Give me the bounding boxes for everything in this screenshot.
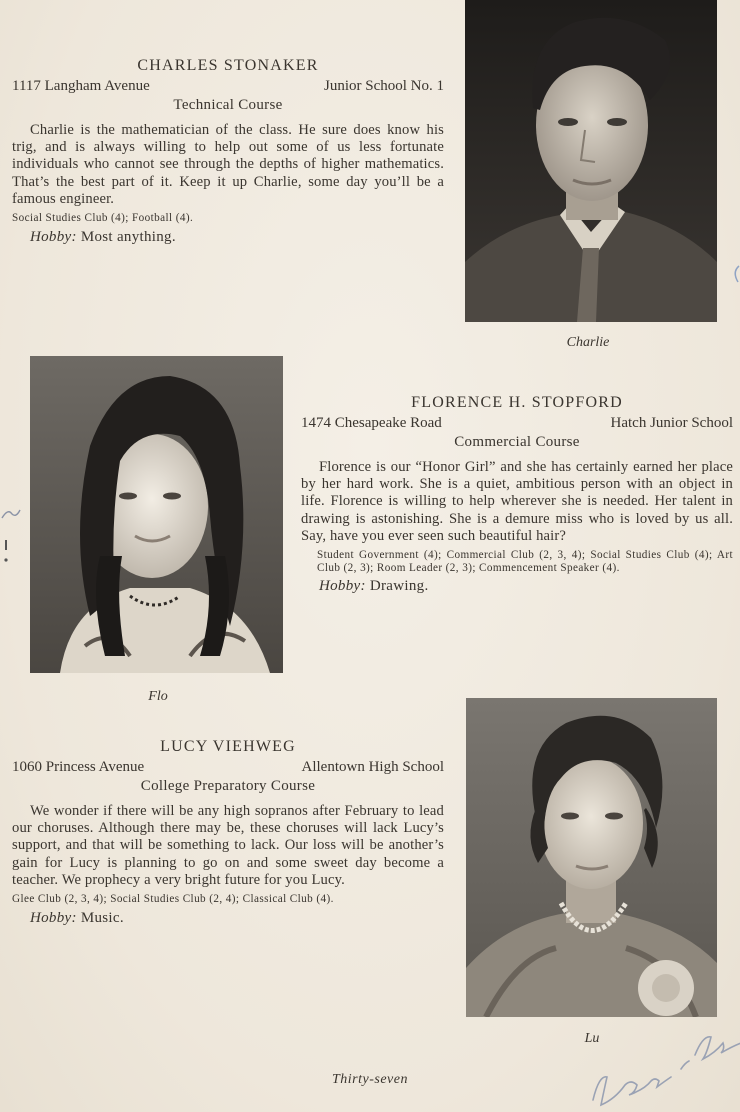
- entry-lucy-viehweg: [12, 738, 444, 927]
- course-name: College Preparatory Course: [140, 778, 316, 794]
- previous-school: Junior School No. 1: [324, 78, 444, 94]
- course-name: Technical Course: [173, 97, 283, 113]
- home-address: 1474 Chesapeake Road: [301, 415, 442, 431]
- activities-list: Student Government (4); Commercial Club (2, 3, 4); Social Studies Club (4); Art Club (2, 3); Room Leader (2, 3); Commencement Speaker (4).: [317, 549, 733, 574]
- entry-florence-stopford: [301, 394, 733, 595]
- activities-list: Glee Club (2, 3, 4); Social Studies Club (2, 4); Classical Club (4).: [12, 893, 334, 906]
- portrait-photo-flo: [30, 356, 283, 673]
- hobby-value: Music.: [80, 909, 124, 926]
- address-line: [12, 78, 444, 95]
- nickname-caption: Lu: [584, 1031, 600, 1046]
- address-line: [301, 415, 733, 432]
- home-address: 1117 Langham Avenue: [12, 78, 150, 94]
- margin-mark-icon: [730, 262, 740, 286]
- previous-school: Hatch Junior School: [610, 415, 733, 431]
- student-name: CHARLES STONAKER: [137, 57, 319, 74]
- student-name: LUCY VIEHWEG: [160, 738, 296, 755]
- hobby-line: [30, 229, 444, 246]
- hobby-label: Hobby:: [30, 909, 77, 926]
- student-name: FLORENCE H. STOPFORD: [411, 394, 623, 411]
- address-line: [12, 759, 444, 776]
- student-bio: Florence is our “Honor Girl” and she has certainly earned her place by her hard work. She is a quiet, ambitious person with an object in life. Florence is willing to help wherever she is needed. Her talent in drawing is astonishing. She is a demure miss who is loved by us all. Say, have you ever seen such beautiful hair?: [301, 459, 733, 544]
- hobby-line: [319, 578, 733, 595]
- hobby-label: Hobby:: [319, 578, 366, 595]
- hobby-line: [30, 910, 444, 927]
- activities-list: Social Studies Club (4); Football (4).: [12, 212, 194, 225]
- portrait-photo-lu: [466, 698, 717, 1017]
- hobby-label: Hobby:: [30, 228, 77, 245]
- nickname-caption: Charlie: [566, 335, 610, 350]
- student-bio: Charlie is the mathematician of the class. He sure does know his trig, and is always willing to help out some of us less fortunate individuals who cannot see through the depths of higher mathematics. That’s the best part of it. Keep it up Charlie, some day you’ll be a famous engineer.: [12, 122, 444, 207]
- hobby-value: Drawing.: [369, 578, 429, 595]
- page-number: Thirty-seven: [332, 1072, 408, 1087]
- home-address: 1060 Princess Avenue: [12, 759, 145, 775]
- previous-school: Allentown High School: [301, 759, 444, 775]
- margin-scribble-icon: [0, 498, 22, 568]
- nickname-caption: Flo: [148, 689, 168, 704]
- handwritten-signature: [585, 1015, 740, 1110]
- hobby-value: Most anything.: [80, 228, 176, 245]
- student-bio: We wonder if there will be any high sopranos after February to lead our choruses. Although there may be, these choruses will lack Lucy’s support, and that will be something to lack. Our loss will be another’s gain for Lucy is planning to go on and some sweet day become a teacher. We prophecy a very bright future for you Lucy.: [12, 803, 444, 888]
- entry-charles-stonaker: [12, 57, 444, 246]
- portrait-photo-charlie: [465, 0, 717, 322]
- course-name: Commercial Course: [454, 434, 580, 450]
